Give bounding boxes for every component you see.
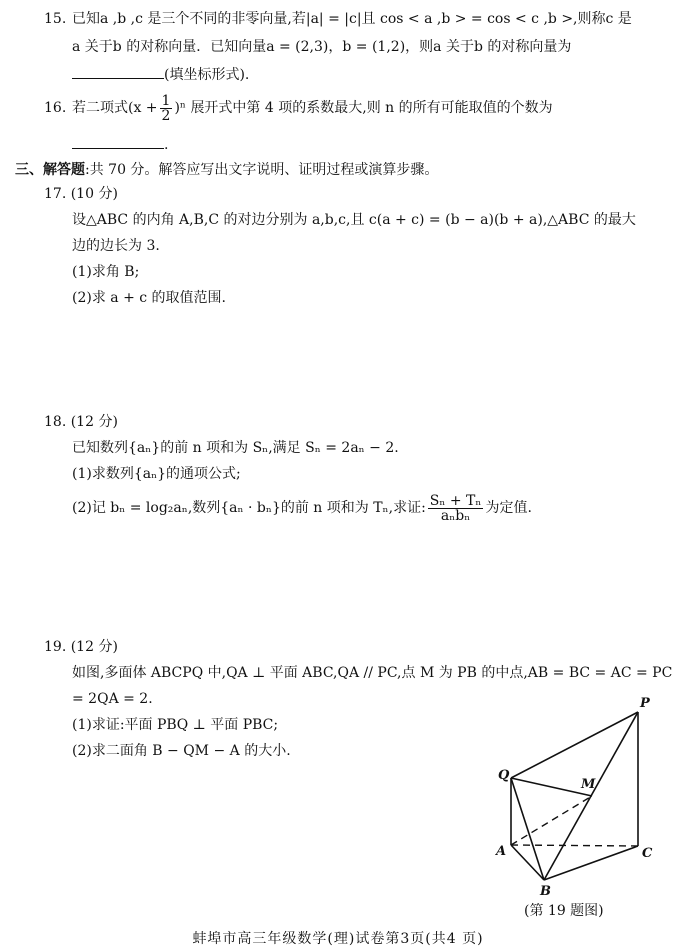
q18-number: 18. (12 分) <box>44 414 118 430</box>
q17-line-2: 边的边长为 3. <box>72 238 160 254</box>
q18-fraction <box>428 494 484 523</box>
q19-line-1: 如图,多面体 ABCPQ 中,QA ⊥ 平面 ABC,QA // PC,点 M 为 PB 的中点,AB = BC = AC = PC <box>72 665 673 681</box>
edge-PB <box>544 712 638 880</box>
q17-part-2: (2)求 a + c 的取值范围. <box>72 290 226 306</box>
section-3-title: 三、解答题 <box>15 162 85 178</box>
q15-line-3-text: (填坐标形式). <box>164 67 250 83</box>
q19-part-2: (2)求二面角 B − QM − A 的大小. <box>72 743 291 759</box>
q16-prefix: 若二项式(x + <box>72 100 158 116</box>
edge-AC-hidden <box>511 845 638 846</box>
answer-blank <box>72 134 164 149</box>
answer-blank <box>72 64 164 79</box>
label-C: C <box>642 846 653 861</box>
q16-frac-den: 2 <box>161 107 171 124</box>
q17-number: 17. (10 分) <box>44 186 118 202</box>
q18-frac-num: Sₙ + Tₙ <box>429 492 482 509</box>
q17-part-1: (1)求角 B; <box>72 264 140 280</box>
q18-part-2-suffix: 为定值. <box>485 500 532 516</box>
q19-line-2: = 2QA = 2. <box>72 691 153 707</box>
q18-frac-den: aₙbₙ <box>440 507 471 524</box>
q15-line-1: 已知a ,b ,c 是三个不同的非零向量,若|a| = |c|且 cos < a ,b > = cos < c ,b >,则称c 是 <box>72 11 632 27</box>
section-3-desc: :共 70 分。解答应写出文字说明、证明过程或演算步骤。 <box>85 162 439 178</box>
q16-line-1 <box>72 93 553 123</box>
q18-part-2 <box>72 492 532 524</box>
q16-line-2 <box>72 134 168 155</box>
q16-line-2-text: . <box>164 137 169 153</box>
section-3-header <box>15 160 438 180</box>
label-B: B <box>540 884 551 899</box>
q17-line-1: 设△ABC 的内角 A,B,C 的对边分别为 a,b,c,且 c(a + c) = (b − a)(b + a),△ABC 的最大 <box>72 212 636 228</box>
edge-AM-hidden <box>511 796 592 845</box>
figure-caption: (第 19 题图) <box>524 903 604 919</box>
edge-QM <box>511 778 592 796</box>
q16-frac-num: 1 <box>161 92 171 109</box>
edge-AB <box>511 845 544 880</box>
edge-QP <box>511 712 638 778</box>
q16-number: 16. <box>44 100 67 116</box>
label-A: A <box>496 844 507 859</box>
edge-BC <box>544 846 638 880</box>
label-Q: Q <box>498 768 510 783</box>
q15-number: 15. <box>44 11 67 27</box>
q19-number: 19. (12 分) <box>44 639 118 655</box>
label-P: P <box>640 696 650 711</box>
page-footer: 蚌埠市高三年级数学(理)试卷第3页(共4 页) <box>192 931 484 947</box>
q18-part-1: (1)求数列{aₙ}的通项公式; <box>72 466 241 482</box>
label-M: M <box>581 777 596 792</box>
q16-suffix: )ⁿ 展开式中第 4 项的系数最大,则 n 的所有可能取值的个数为 <box>174 100 553 116</box>
edge-QB <box>511 778 544 880</box>
q19-part-1: (1)求证:平面 PBQ ⊥ 平面 PBC; <box>72 717 279 733</box>
q18-part-2-prefix: (2)记 bₙ = log₂aₙ,数列{aₙ · bₙ}的前 n 项和为 Tₙ,求证: <box>72 500 426 516</box>
q15-line-2: a 关于b 的对称向量．已知向量a = (2,3)，b = (1,2)，则a 关于b 的对称向量为 <box>72 39 572 55</box>
q16-fraction <box>160 94 173 123</box>
q15-line-3 <box>72 64 249 85</box>
q18-line-1: 已知数列{aₙ}的前 n 项和为 Sₙ,满足 Sₙ = 2aₙ − 2. <box>72 440 399 456</box>
